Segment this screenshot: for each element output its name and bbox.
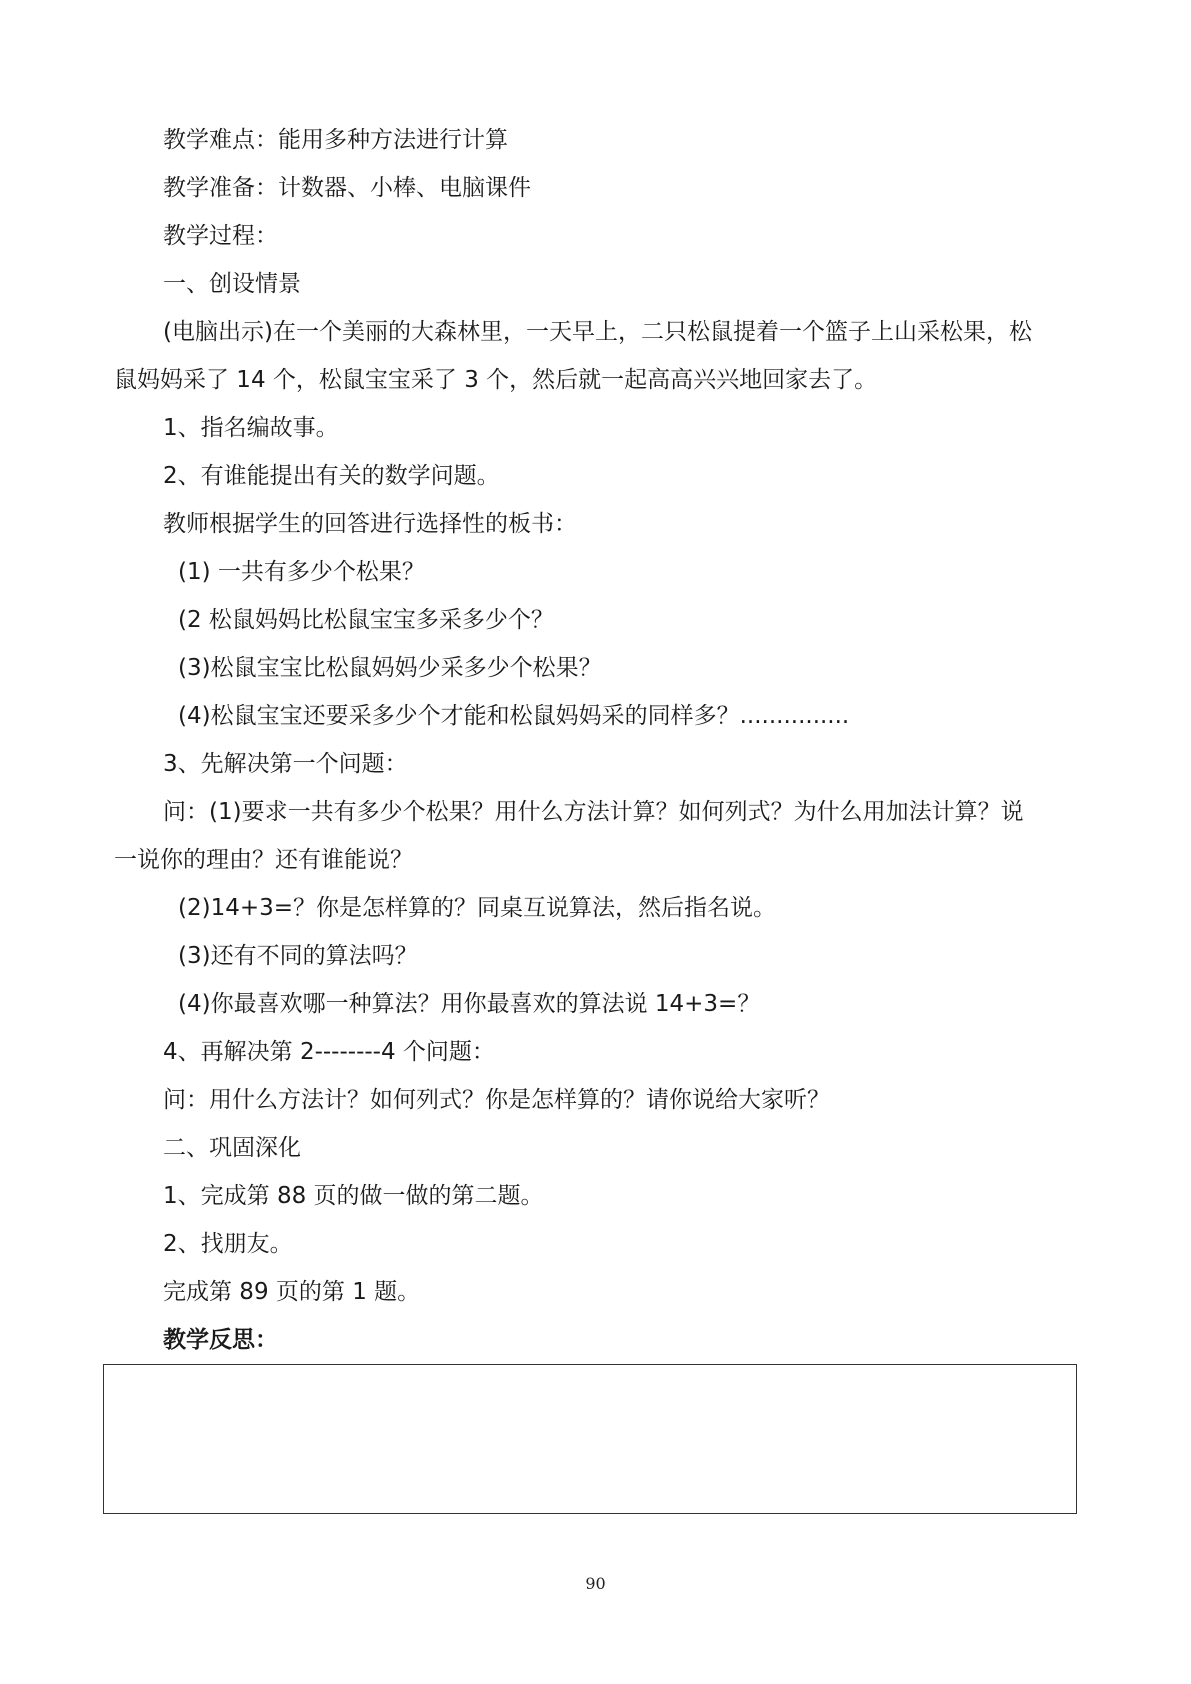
section-heading-consolidation: 二、巩固深化 xyxy=(163,1135,301,1161)
sub-list-item: (3)还有不同的算法吗？ xyxy=(178,943,418,969)
paragraph-line: 一说你的理由？还有谁能说？ xyxy=(114,847,413,873)
paragraph-line: (电脑出示)在一个美丽的大森林里，一天早上，二只松鼠提着一个篮子上山采松果，松 xyxy=(163,319,1032,345)
sub-list-item: (3)松鼠宝宝比松鼠妈妈少采多少个松果？ xyxy=(178,655,602,681)
list-item: 3、先解决第一个问题： xyxy=(163,751,408,777)
teaching-reflection-heading: 教学反思： xyxy=(163,1327,278,1353)
list-item: 1、完成第 88 页的做一做的第二题。 xyxy=(163,1183,544,1209)
section-heading-scenario: 一、创设情景 xyxy=(163,271,301,297)
list-item: 1、指名编故事。 xyxy=(163,415,339,441)
paragraph-line: 问：用什么方法计？如何列式？你是怎样算的？请你说给大家听？ xyxy=(163,1087,830,1113)
reflection-box xyxy=(103,1364,1077,1514)
teaching-difficulty: 教学难点：能用多种方法进行计算 xyxy=(163,127,508,153)
sub-list-item: (2 松鼠妈妈比松鼠宝宝多采多少个？ xyxy=(178,607,554,633)
paragraph-line: 鼠妈妈采了 14 个，松鼠宝宝采了 3 个，然后就一起高高兴兴地回家去了。 xyxy=(114,367,878,393)
paragraph-line: 问：(1)要求一共有多少个松果？用什么方法计算？如何列式？为什么用加法计算？说 xyxy=(163,799,1024,825)
list-item: 2、有谁能提出有关的数学问题。 xyxy=(163,463,500,489)
sub-list-item: (4)你最喜欢哪一种算法？用你最喜欢的算法说 14+3=？ xyxy=(178,991,761,1017)
paragraph-line: 教师根据学生的回答进行选择性的板书： xyxy=(163,511,577,537)
paragraph-line: 完成第 89 页的第 1 题。 xyxy=(163,1279,421,1305)
teaching-process-heading: 教学过程： xyxy=(163,223,278,249)
teaching-preparation: 教学准备：计数器、小棒、电脑课件 xyxy=(163,175,531,201)
page-number: 90 xyxy=(585,1574,606,1593)
list-item: 4、再解决第 2--------4 个问题： xyxy=(163,1039,495,1065)
list-item: 2、找朋友。 xyxy=(163,1231,293,1257)
sub-list-item: (1) 一共有多少个松果？ xyxy=(178,559,425,585)
sub-list-item: (4)松鼠宝宝还要采多少个才能和松鼠妈妈采的同样多？............... xyxy=(178,703,850,729)
sub-list-item: (2)14+3=？你是怎样算的？同桌互说算法，然后指名说。 xyxy=(178,895,777,921)
